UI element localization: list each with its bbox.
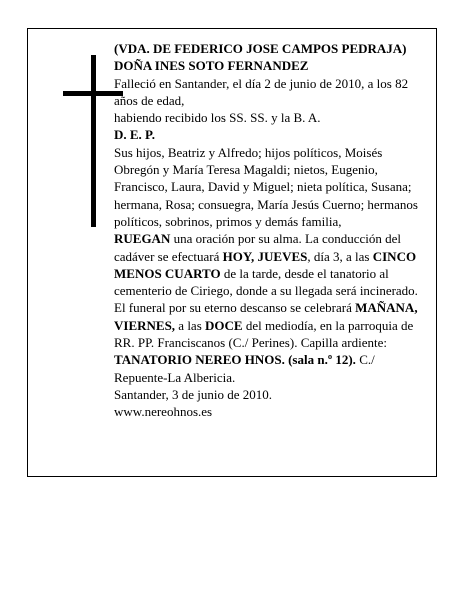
ceremony-text-2: , día 3, a las [307,248,373,264]
ruegan-word: RUEGAN [114,231,171,247]
ceremony-text-4: a las [175,317,206,333]
hoy-jueves: HOY, JUEVES [222,248,308,264]
cross-vertical-bar [91,55,96,227]
family-list: Sus hijos, Beatriz y Alfredo; hijos políticos, Moisés Obregón y María Teresa Magaldi; nietos, Eugenio, Francisco, Laura, David y Miguel; nieta política, Susana; hermana, Rosa; consuegra, María Jesús Cuerno; hermanos políticos, sobrinos, primos y demás familia, [114,144,418,229]
ceremony-details [114,230,426,386]
death-info: Falleció en Santander, el día 2 de junio de 2010, a los 82 años de edad, [114,75,409,108]
title-widow-of: (VDA. DE FEDERICO JOSE CAMPOS PEDRAJA) [114,41,407,56]
dep-line: D. E. P. [114,127,156,143]
ceremony-text-1: una oración por su alma. La conducción del cadáver se efectuará [114,231,402,264]
ceremony-text-3: de la tarde, desde el tanatorio al cementerio de Ciriego, donde a su llegada será incinerado. El funeral por su eterno descanso se celebrará [114,265,418,316]
doce: DOCE [205,317,243,333]
obituary-text [114,40,426,421]
website-link[interactable]: www.nereohnos.es [114,404,213,420]
obituary-frame [27,28,437,477]
tanatorio-name: TANATORIO NEREO HNOS. (sala n.º 12). [114,352,356,368]
place-date: Santander, 3 de junio de 2010. [114,386,272,402]
ceremony-text-6: C./ Repuente-La Albericia. [114,352,375,385]
cinco-menos-cuarto: CINCO MENOS CUARTO [114,248,417,281]
deceased-name: DOÑA INES SOTO FERNANDEZ [114,58,309,74]
manana-viernes: MAÑANA, VIERNES, [114,300,418,333]
sacraments-line: habiendo recibido los SS. SS. y la B. A. [114,110,321,126]
ceremony-text-5: del mediodía, en la parroquia de RR. PP. Franciscanos (C./ Perines). Capilla ardiente: [114,317,414,351]
